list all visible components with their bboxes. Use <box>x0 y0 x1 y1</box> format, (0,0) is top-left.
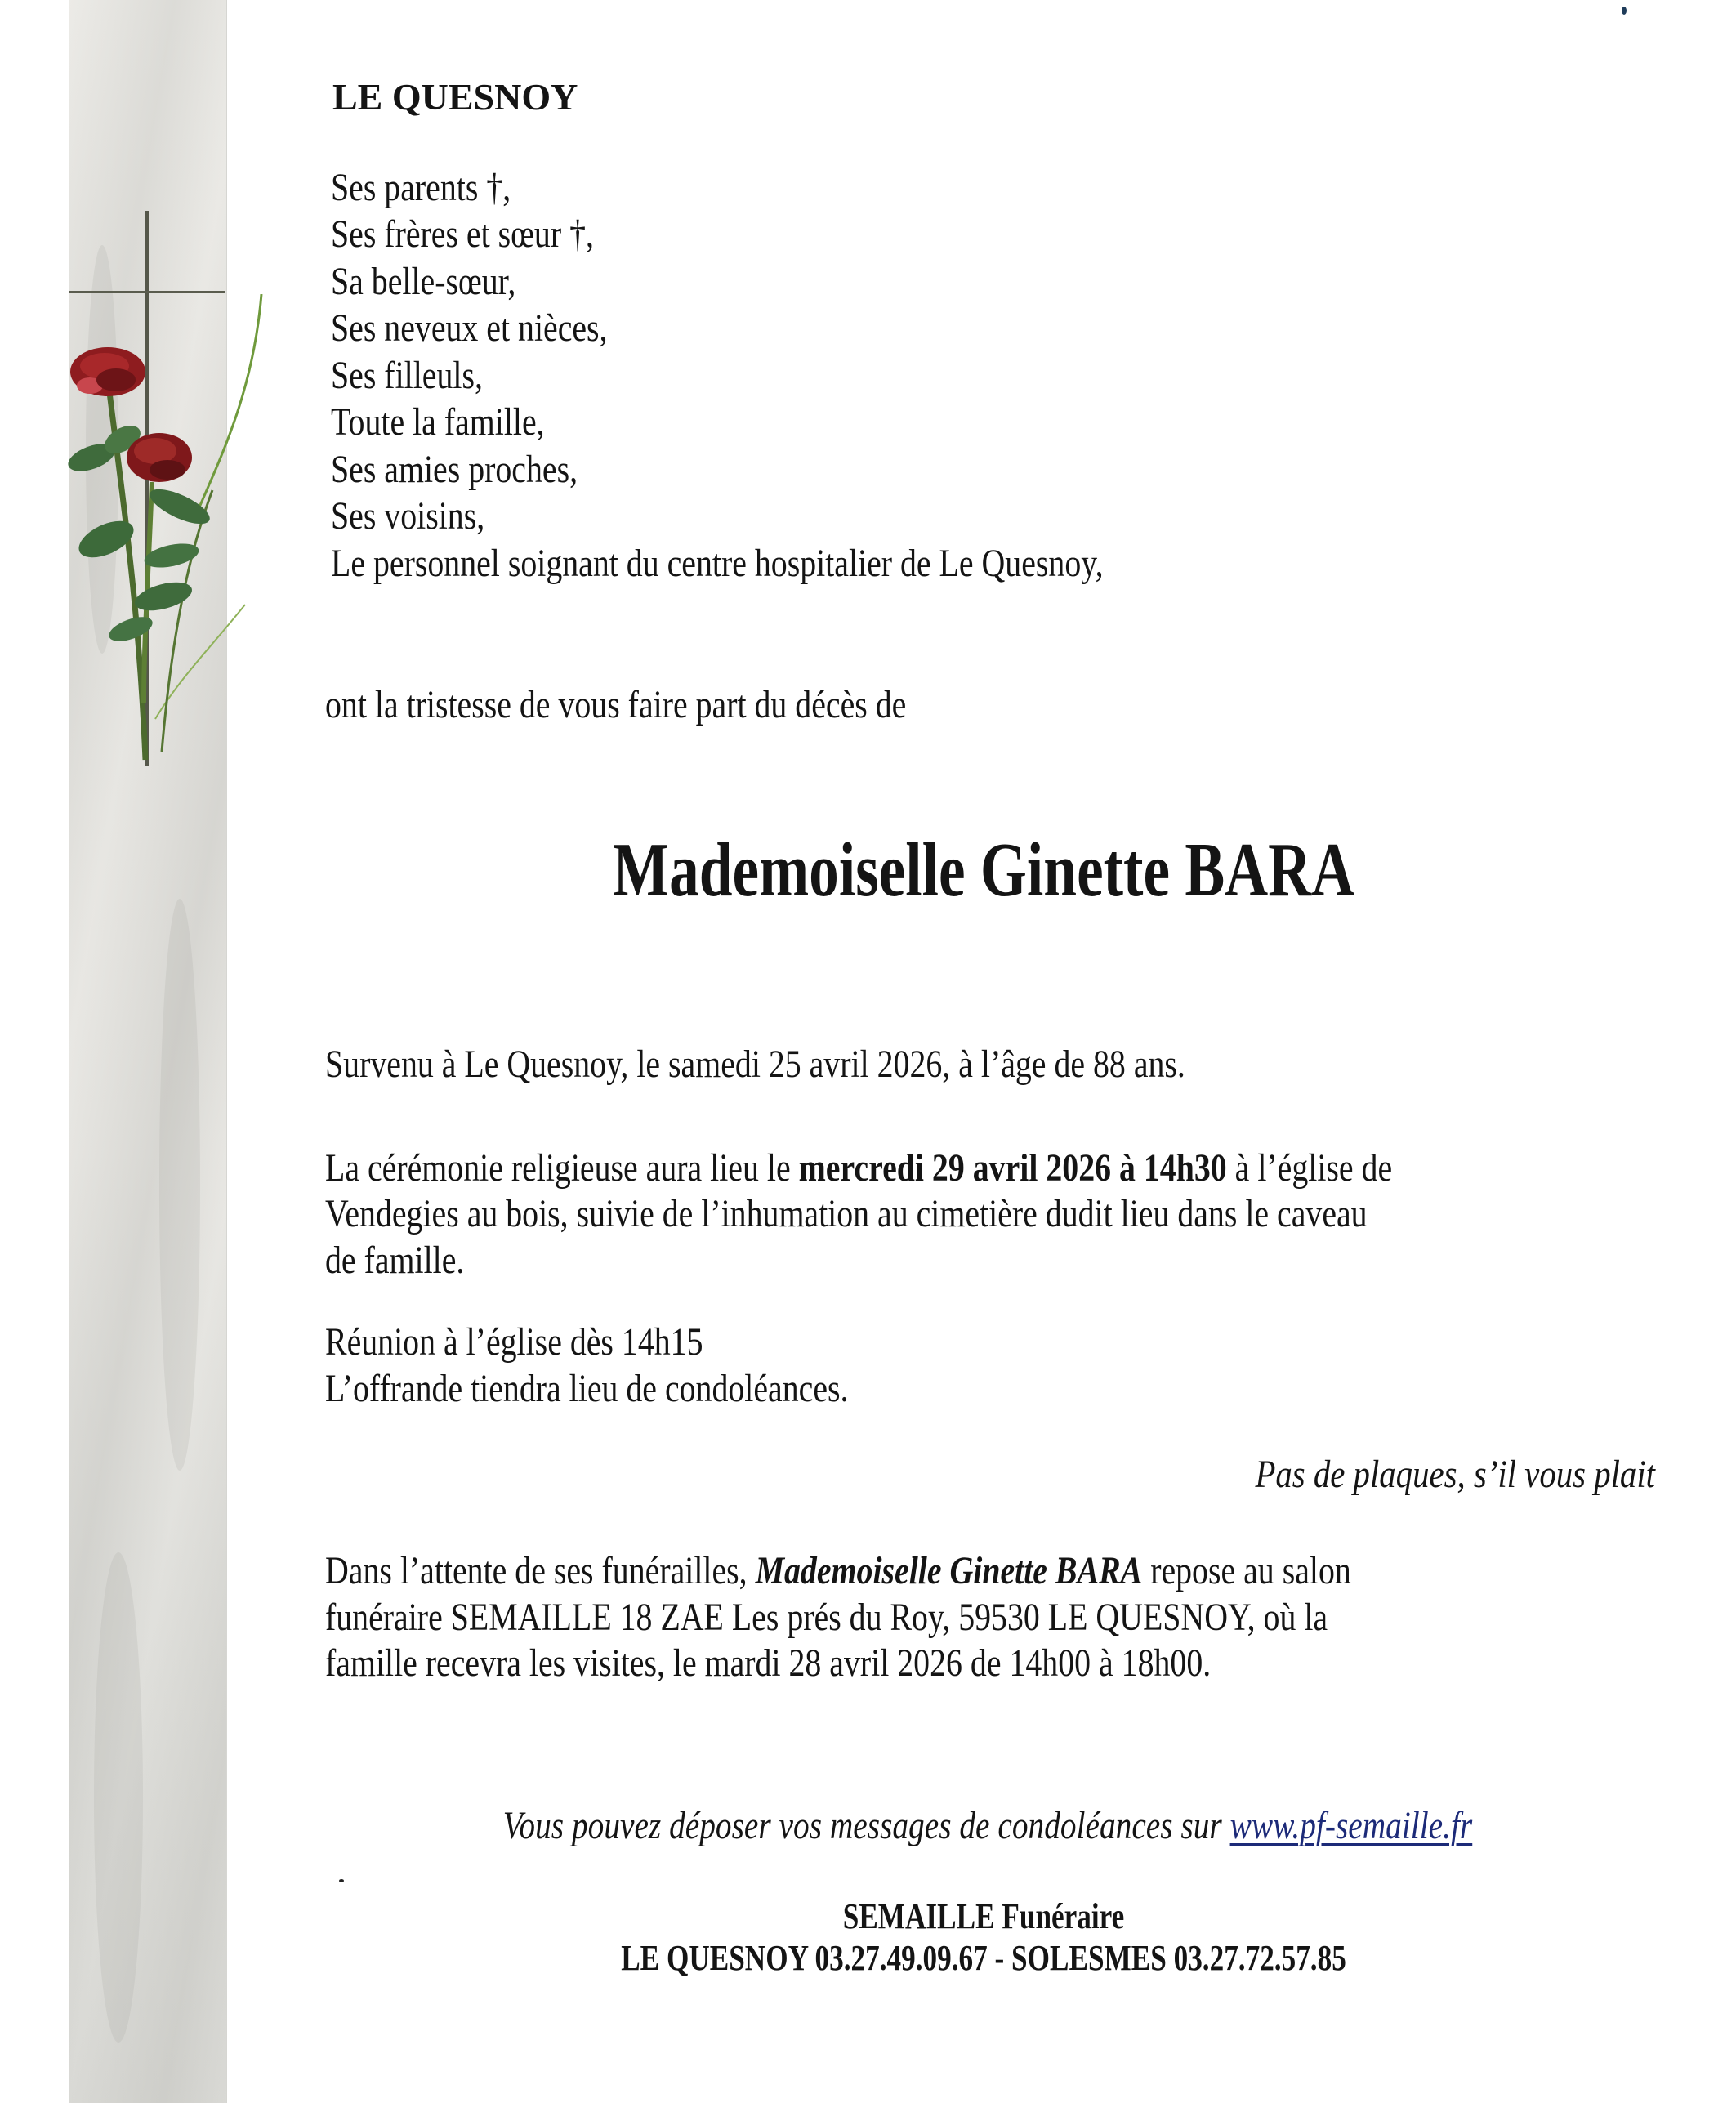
family-item: Ses filleuls, <box>331 354 483 397</box>
condolences-line <box>312 1806 1664 1846</box>
company-phones: LE QUESNOY 03.27.49.09.67 - SOLESMES 03.27.72.57.85 <box>621 1938 1346 1978</box>
scan-speck <box>339 1879 344 1882</box>
family-item: Ses frères et sœur †, <box>331 212 594 256</box>
family-item: Ses amies proches, <box>331 448 578 491</box>
visitation-text: repose au salon <box>1142 1549 1351 1592</box>
marble-streak <box>159 899 200 1471</box>
family-item: Sa belle-sœur, <box>331 260 516 303</box>
condolences-link[interactable]: www.pf-semaille.fr <box>1229 1804 1473 1847</box>
rose-icon <box>57 294 270 768</box>
ceremony-date-time: mercredi 29 avril 2026 à 14h30 <box>798 1146 1227 1190</box>
offering-text: L’offrande tiendra lieu de condoléances. <box>325 1367 849 1410</box>
ceremony-line: Vendegies au bois, suivie de l’inhumation au cimetière dudit lieu dans le caveau <box>325 1192 1368 1235</box>
deceased-name: Mademoiselle Ginette BARA <box>612 828 1355 913</box>
family-item: Ses voisins, <box>331 494 485 538</box>
family-item: Ses parents †, <box>331 166 511 209</box>
ceremony-line: de famille. <box>325 1239 465 1282</box>
visitation-text: Dans l’attente de ses funérailles, <box>325 1549 756 1592</box>
town-heading: LE QUESNOY <box>332 76 578 118</box>
condolences-text: Vous pouvez déposer vos messages de condoléances sur <box>502 1804 1230 1847</box>
family-item: Toute la famille, <box>331 400 545 444</box>
family-item: Le personnel soignant du centre hospitalier de Le Quesnoy, <box>331 542 1104 585</box>
ceremony-text: à l’église de <box>1226 1146 1393 1190</box>
announcement-text: ont la tristesse de vous faire part du décès de <box>325 683 907 726</box>
marble-streak <box>94 1552 143 2043</box>
death-notice: Survenu à Le Quesnoy, le samedi 25 avril 2026, à l’âge de 88 ans. <box>325 1043 1185 1086</box>
no-plaques-note: Pas de plaques, s’il vous plait <box>1255 1453 1655 1496</box>
visitation-line <box>325 1549 1351 1592</box>
scan-speck <box>1622 7 1627 15</box>
company-name: SEMAILLE Funéraire <box>842 1896 1125 1936</box>
ceremony-line <box>325 1146 1393 1190</box>
ceremony-text: La cérémonie religieuse aura lieu le <box>325 1146 799 1190</box>
cross-bar <box>69 291 225 293</box>
visitation-line: famille recevra les visites, le mardi 28 avril 2026 de 14h00 à 18h00. <box>325 1641 1212 1685</box>
visitation-name: Mademoiselle Ginette BARA <box>755 1549 1143 1592</box>
visitation-line: funéraire SEMAILLE 18 ZAE Les prés du Roy, 59530 LE QUESNOY, où la <box>325 1596 1328 1639</box>
family-item: Ses neveux et nièces, <box>331 306 608 350</box>
meeting-text: Réunion à l’église dès 14h15 <box>325 1320 703 1364</box>
